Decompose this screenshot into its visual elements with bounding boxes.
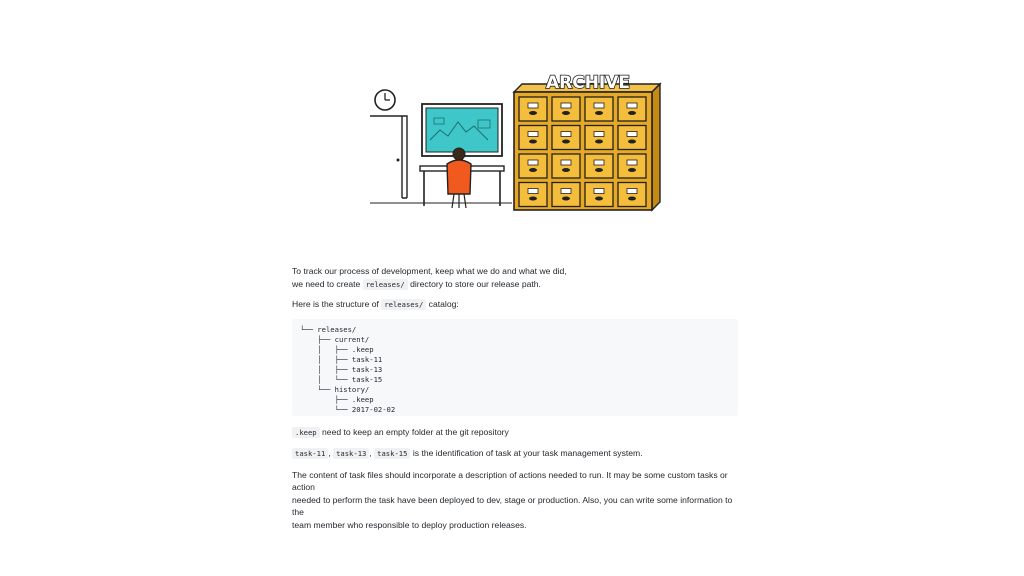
drawer: [618, 183, 646, 207]
drawer-label: [528, 132, 538, 137]
keep-note: [292, 426, 738, 440]
inline-code-task-13: task-13: [333, 448, 369, 459]
separator: ,: [369, 448, 372, 458]
archive-sign: [546, 73, 630, 93]
drawer: [552, 183, 580, 207]
drawer-handle: [529, 111, 537, 115]
drawer-label: [528, 160, 538, 165]
drawer-handle: [595, 168, 603, 172]
directory-tree-codeblock: [292, 319, 738, 416]
content-line-3: team member who responsible to deploy production releases.: [292, 519, 527, 530]
drawer-handle: [595, 111, 603, 115]
drawer: [552, 126, 580, 150]
tree-line: │ └── task-15: [300, 374, 383, 384]
drawer-label: [627, 103, 637, 108]
drawer-handle: [595, 197, 603, 201]
drawer-handle: [562, 140, 570, 144]
drawer: [552, 97, 580, 121]
intro-paragraph: [292, 265, 738, 291]
structure-after: catalog:: [428, 299, 459, 309]
drawer-label: [561, 160, 571, 165]
drawer-handle: [529, 168, 537, 172]
drawer-label: [594, 132, 604, 137]
tree-line: └── history/: [300, 384, 370, 394]
separator: ,: [328, 448, 331, 458]
structure-before: Here is the structure of: [292, 299, 379, 309]
drawer-label: [561, 103, 571, 108]
drawer-label: [528, 103, 538, 108]
drawer: [585, 183, 613, 207]
drawer: [519, 97, 547, 121]
drawer: [519, 183, 547, 207]
archive-sign-text: ARCHIVE: [545, 73, 631, 93]
tree-line: └── 2017-02-02: [300, 404, 396, 414]
drawer: [618, 97, 646, 121]
inline-code-releases-catalog: releases/: [381, 299, 426, 310]
drawer-handle: [628, 197, 636, 201]
drawer-handle: [529, 140, 537, 144]
clock-icon: [375, 90, 395, 110]
drawer-handle: [595, 140, 603, 144]
drawer: [585, 126, 613, 150]
drawer-label: [627, 189, 637, 194]
drawer-handle: [529, 197, 537, 201]
door-icon: [370, 116, 407, 198]
intro-line-1: To track our process of development, keep what we do and what we did,: [292, 266, 567, 276]
drawer-handle: [562, 197, 570, 201]
drawer: [552, 154, 580, 178]
drawer: [618, 126, 646, 150]
tree-line: └── releases/: [300, 324, 357, 334]
drawer-label: [594, 160, 604, 165]
drawer-label: [594, 189, 604, 194]
person-icon: [447, 148, 471, 208]
inline-code-task-15: task-15: [374, 448, 410, 459]
drawer: [585, 97, 613, 121]
intro-line-2-before: we need to create: [292, 278, 361, 289]
drawer: [618, 154, 646, 178]
drawer-label: [561, 189, 571, 194]
drawer-label: [561, 132, 571, 137]
drawer-handle: [628, 111, 636, 115]
drawer: [585, 154, 613, 178]
inline-code-keep: .keep: [292, 427, 320, 438]
drawer-label: [627, 132, 637, 137]
tree-line: │ ├── task-13: [300, 364, 383, 374]
inline-code-releases: releases/: [363, 279, 408, 290]
drawer-label: [528, 189, 538, 194]
drawer-handle: [628, 168, 636, 172]
drawer-label: [627, 160, 637, 165]
tree-line: ├── .keep: [300, 394, 374, 404]
archive-cabinet: [514, 84, 660, 210]
inline-code-task-11: task-11: [292, 448, 328, 459]
tasks-note-text: is the identification of task at your task management system.: [412, 448, 643, 458]
structure-paragraph: [292, 298, 738, 312]
drawer-handle: [628, 140, 636, 144]
drawer-label: [594, 103, 604, 108]
content-line-2: needed to perform the task have been deployed to dev, stage or production. Also, you can write some information to the: [292, 494, 733, 517]
drawer-handle: [562, 168, 570, 172]
content-line-1: The content of task files should incorporate a description of actions needed to run. It may be some custom tasks or action: [292, 469, 728, 492]
release-docs: [292, 265, 738, 531]
drawer: [519, 126, 547, 150]
archive-illustration: [362, 70, 664, 215]
tree-line: │ ├── task-11: [300, 354, 383, 364]
tree-line: ├── current/: [300, 334, 370, 344]
keep-note-text: need to keep an empty folder at the git repository: [322, 426, 509, 437]
intro-line-2-after: directory to store our release path.: [410, 278, 541, 289]
drawer: [519, 154, 547, 178]
drawer-handle: [562, 111, 570, 115]
tree-line: │ ├── .keep: [300, 344, 374, 354]
content-paragraph: [292, 469, 738, 532]
tasks-note: [292, 447, 738, 461]
